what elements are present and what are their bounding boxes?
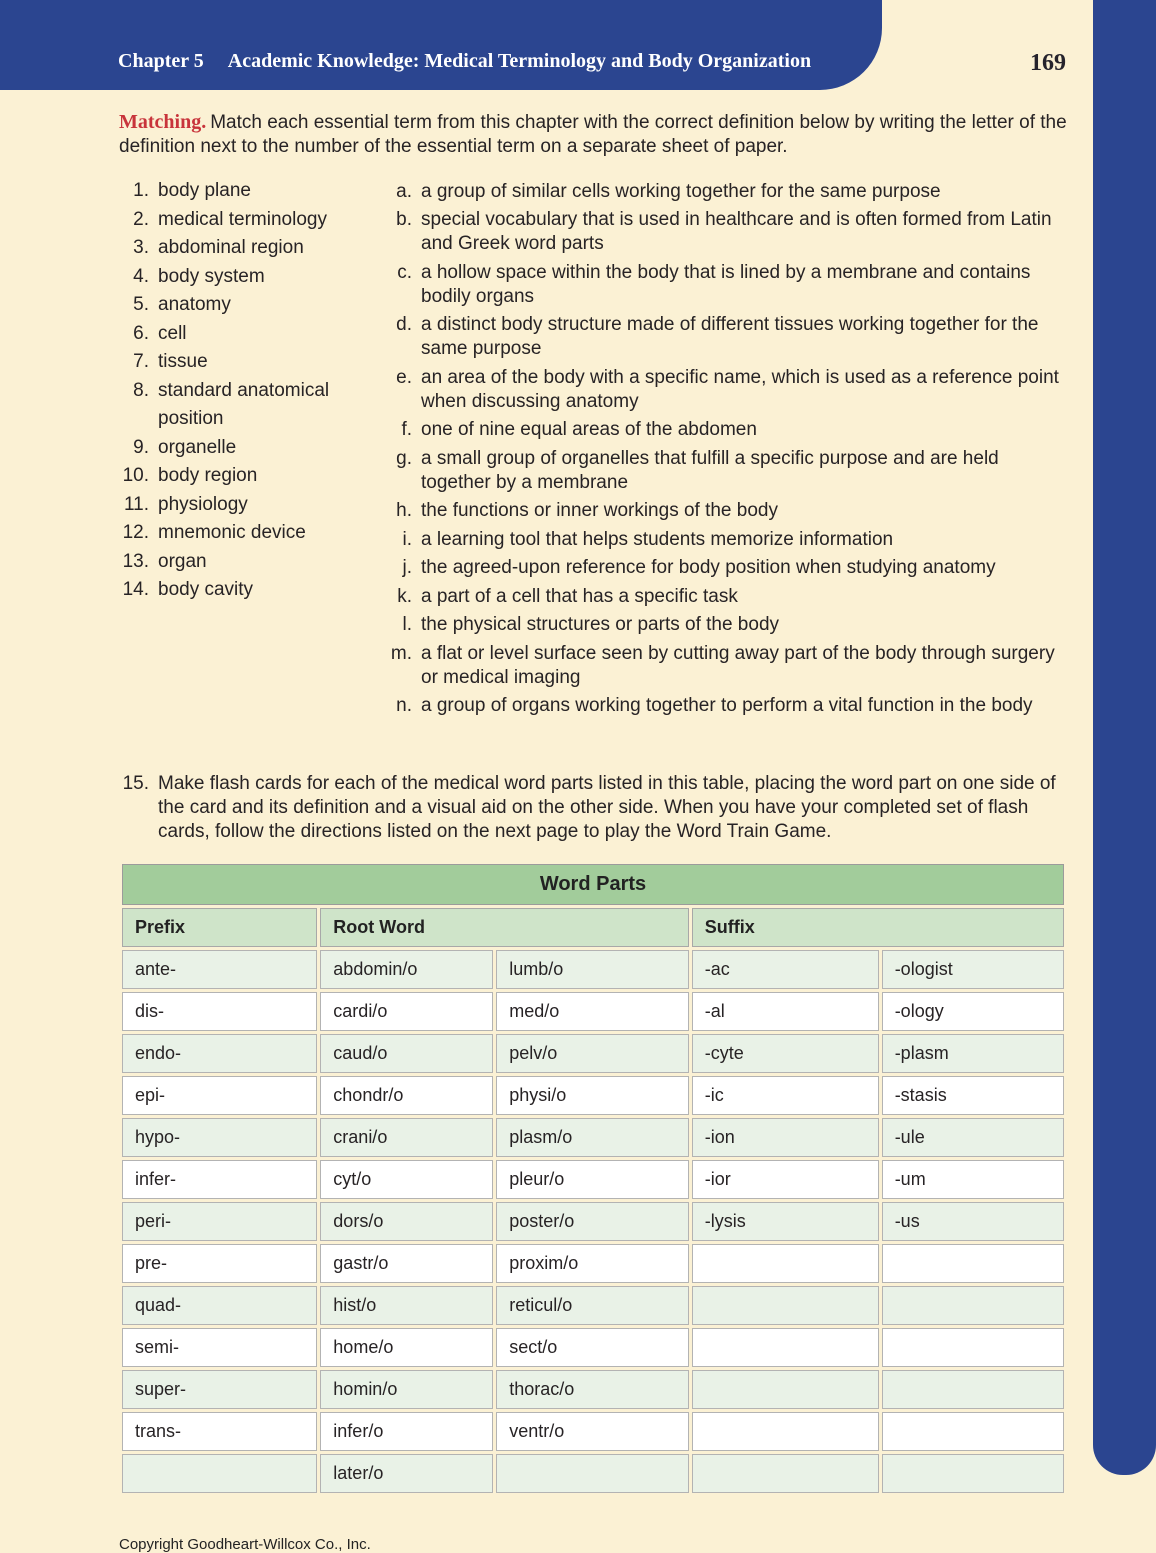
prefix-cell: semi- [122, 1328, 317, 1367]
term-item [119, 491, 388, 520]
definition-letter: j. [402, 557, 412, 578]
suffix-cell-a [692, 1328, 879, 1367]
definition-text: special vocabulary that is used in healthcare and is often formed from Latin and Greek word parts [421, 209, 1052, 254]
root-word-cell-b: med/o [496, 992, 689, 1031]
definition-text: the physical structures or parts of the body [421, 614, 780, 635]
definition-item [388, 180, 1067, 204]
term-number: 6. [133, 322, 149, 344]
root-word-cell-b: reticul/o [496, 1286, 689, 1325]
term-text: body region [158, 465, 258, 486]
term-text: organelle [158, 436, 237, 458]
term-number: 4. [133, 265, 149, 287]
term-text: mnemonic device [158, 522, 306, 543]
root-word-cell-b [496, 1454, 689, 1493]
term-number: 1. [133, 180, 149, 201]
root-word-cell-a: abdomin/o [320, 950, 493, 989]
definition-text: a group of organs working together to perform a vital function in the body [421, 695, 1033, 716]
suffix-cell-b [882, 1412, 1064, 1451]
word-parts-row [122, 950, 1064, 989]
right-accent-strip [1093, 0, 1156, 1475]
term-item [119, 548, 388, 577]
definition-letter: g. [396, 447, 412, 469]
suffix-cell-b [882, 1454, 1064, 1493]
word-parts-row [122, 1412, 1064, 1451]
suffix-cell-b: -um [882, 1160, 1064, 1199]
root-word-cell-b: sect/o [496, 1328, 689, 1367]
term-number: 5. [133, 294, 149, 315]
term-item [119, 576, 388, 605]
definition-item [388, 313, 1067, 361]
word-parts-row [122, 1160, 1064, 1199]
definition-text: the functions or inner workings of the body [421, 500, 778, 521]
term-item [119, 206, 388, 235]
root-word-cell-b: physi/o [496, 1076, 689, 1115]
chapter-label: Chapter 5 [118, 50, 204, 72]
definition-letter: c. [397, 261, 412, 283]
column-header-suffix: Suffix [692, 908, 1064, 947]
definition-item [388, 418, 1067, 442]
term-text: organ [158, 550, 207, 572]
suffix-cell-a [692, 1286, 879, 1325]
term-item [119, 434, 388, 463]
definitions-list [388, 175, 1067, 718]
term-item [119, 263, 388, 292]
definition-item [388, 694, 1067, 718]
root-word-cell-b: plasm/o [496, 1118, 689, 1157]
chapter-header-band [0, 0, 882, 90]
suffix-cell-a: -lysis [692, 1202, 879, 1241]
column-header-root-word: Root Word [320, 908, 688, 947]
definition-item [388, 528, 1067, 552]
definition-text: the agreed-upon reference for body position when studying anatomy [421, 557, 996, 578]
term-number: 9. [133, 436, 149, 458]
word-parts-row [122, 1076, 1064, 1115]
suffix-cell-b: -ologist [882, 950, 1064, 989]
root-word-cell-a: crani/o [320, 1118, 493, 1157]
word-parts-row [122, 1202, 1064, 1241]
term-number: 7. [133, 351, 149, 372]
term-item [119, 320, 388, 349]
word-parts-rows [122, 950, 1064, 1493]
prefix-cell: infer- [122, 1160, 317, 1199]
suffix-cell-a: -ion [692, 1118, 879, 1157]
suffix-cell-a: -ior [692, 1160, 879, 1199]
suffix-cell-b: -ology [882, 992, 1064, 1031]
term-number: 10. [122, 465, 149, 486]
root-word-cell-b: poster/o [496, 1202, 689, 1241]
term-item [119, 348, 388, 377]
term-number: 8. [133, 379, 149, 401]
definition-letter: k. [397, 585, 412, 607]
root-word-cell-a: homin/o [320, 1370, 493, 1409]
exercise-number: 15. [122, 773, 149, 794]
term-text: standard anatomical position [158, 379, 330, 429]
root-word-cell-a: hist/o [320, 1286, 493, 1325]
term-number: 11. [123, 493, 149, 515]
term-text: body cavity [158, 579, 254, 600]
definition-text: a hollow space within the body that is lined by a membrane and contains bodily organs [421, 261, 1031, 307]
definition-letter: n. [396, 695, 412, 716]
term-number: 14. [122, 579, 149, 600]
definition-letter: b. [396, 209, 412, 230]
definition-item [388, 642, 1067, 690]
definition-letter: i. [402, 528, 412, 550]
definition-text: an area of the body with a specific name, which is used as a reference point when discussing anatomy [421, 366, 1059, 412]
definition-item [388, 208, 1067, 256]
root-word-cell-a: home/o [320, 1328, 493, 1367]
definition-letter: l. [402, 614, 412, 635]
chapter-title: Academic Knowledge: Medical Terminology and Body Organization [227, 50, 812, 72]
suffix-cell-b: -ule [882, 1118, 1064, 1157]
term-text: tissue [158, 351, 208, 372]
suffix-cell-a: -ic [692, 1076, 879, 1115]
term-item [119, 291, 388, 320]
term-text: anatomy [158, 294, 231, 315]
root-word-cell-a: cardi/o [320, 992, 493, 1031]
suffix-cell-a: -al [692, 992, 879, 1031]
word-parts-row [122, 1118, 1064, 1157]
prefix-cell: epi- [122, 1076, 317, 1115]
suffix-cell-a [692, 1244, 879, 1283]
definition-letter: d. [396, 314, 412, 335]
suffix-cell-b [882, 1370, 1064, 1409]
word-parts-row [122, 1454, 1064, 1493]
root-word-cell-a: later/o [320, 1454, 493, 1493]
root-word-cell-a: cyt/o [320, 1160, 493, 1199]
prefix-cell: trans- [122, 1412, 317, 1451]
suffix-cell-b: -stasis [882, 1076, 1064, 1115]
definition-item [388, 261, 1067, 309]
definition-letter: f. [401, 419, 412, 440]
definition-text: a flat or level surface seen by cutting away part of the body through surgery or medical imaging [421, 642, 1055, 688]
definition-letter: e. [396, 366, 412, 388]
definition-item [388, 499, 1067, 523]
term-number: 13. [122, 550, 149, 572]
matching-exercise [119, 175, 1067, 718]
word-parts-row [122, 1328, 1064, 1367]
prefix-cell: dis- [122, 992, 317, 1031]
definition-text: a distinct body structure made of different tissues working together for the same purpose [421, 314, 1039, 359]
term-item [119, 377, 388, 434]
root-word-cell-b: thorac/o [496, 1370, 689, 1409]
term-number: 3. [133, 237, 149, 258]
suffix-cell-b [882, 1328, 1064, 1367]
prefix-cell: peri- [122, 1202, 317, 1241]
suffix-cell-a: -ac [692, 950, 879, 989]
page-content [119, 110, 1067, 1553]
root-word-cell-a: dors/o [320, 1202, 493, 1241]
suffix-cell-b: -us [882, 1202, 1064, 1241]
flash-card-exercise [119, 772, 1067, 844]
root-word-cell-b: pleur/o [496, 1160, 689, 1199]
definition-text: a group of similar cells working together for the same purpose [421, 180, 941, 202]
term-item [119, 519, 388, 548]
suffix-cell-b [882, 1286, 1064, 1325]
prefix-cell: quad- [122, 1286, 317, 1325]
root-word-cell-b: lumb/o [496, 950, 689, 989]
term-text: body plane [158, 180, 251, 201]
prefix-cell: endo- [122, 1034, 317, 1073]
term-text: cell [158, 322, 187, 344]
definition-item [388, 585, 1067, 609]
word-parts-table [119, 861, 1067, 1496]
column-header-prefix: Prefix [122, 908, 317, 947]
root-word-cell-b: ventr/o [496, 1412, 689, 1451]
word-parts-row [122, 1286, 1064, 1325]
definition-item [388, 556, 1067, 580]
word-parts-row [122, 1370, 1064, 1409]
prefix-cell [122, 1454, 317, 1493]
matching-label: Matching. [119, 111, 207, 133]
word-parts-row [122, 1244, 1064, 1283]
definition-item [388, 447, 1067, 495]
prefix-cell: ante- [122, 950, 317, 989]
definition-item [388, 366, 1067, 414]
prefix-cell: pre- [122, 1244, 317, 1283]
word-parts-row [122, 1034, 1064, 1073]
suffix-cell-b: -plasm [882, 1034, 1064, 1073]
definition-letter: h. [396, 500, 412, 521]
definition-text: a part of a cell that has a specific task [421, 585, 738, 607]
term-text: physiology [158, 493, 248, 515]
terms-list [119, 177, 388, 718]
root-word-cell-b: pelv/o [496, 1034, 689, 1073]
word-parts-row [122, 992, 1064, 1031]
matching-instructions-text: Match each essential term from this chapter with the correct definition below by writing the letter of the definition next to the number of the essential term on a separate sheet of paper. [119, 112, 1067, 157]
chapter-header [118, 50, 811, 73]
definition-text: a learning tool that helps students memorize information [421, 528, 894, 550]
term-number: 2. [133, 208, 149, 230]
term-text: abdominal region [158, 237, 304, 258]
definition-text: a small group of organelles that fulfill a specific purpose and are held together by a membrane [421, 447, 999, 493]
term-item [119, 177, 388, 206]
definition-letter: m. [390, 642, 412, 664]
exercise-text: Make flash cards for each of the medical word parts listed in this table, placing the word part on one side of the card and its definition and a visual aid on the other side. When you have your completed set of flash cards, follow the directions listed on the next page to play the Word Train Game. [158, 773, 1056, 842]
term-number: 12. [122, 522, 149, 543]
matching-instructions [119, 110, 1067, 159]
suffix-cell-a [692, 1454, 879, 1493]
definition-letter: a. [396, 180, 412, 202]
term-item [119, 234, 388, 263]
root-word-cell-b: proxim/o [496, 1244, 689, 1283]
term-text: body system [158, 265, 265, 287]
suffix-cell-b [882, 1244, 1064, 1283]
prefix-cell: super- [122, 1370, 317, 1409]
definition-item [388, 613, 1067, 637]
suffix-cell-a [692, 1412, 879, 1451]
root-word-cell-a: chondr/o [320, 1076, 493, 1115]
term-text: medical terminology [158, 208, 327, 230]
root-word-cell-a: infer/o [320, 1412, 493, 1451]
page-number: 169 [1030, 50, 1066, 76]
suffix-cell-a: -cyte [692, 1034, 879, 1073]
suffix-cell-a [692, 1370, 879, 1409]
definition-text: one of nine equal areas of the abdomen [421, 419, 757, 440]
prefix-cell: hypo- [122, 1118, 317, 1157]
table-title: Word Parts [122, 864, 1064, 905]
root-word-cell-a: gastr/o [320, 1244, 493, 1283]
term-item [119, 462, 388, 491]
copyright-notice: Copyright Goodheart-Willcox Co., Inc. [119, 1536, 371, 1553]
root-word-cell-a: caud/o [320, 1034, 493, 1073]
